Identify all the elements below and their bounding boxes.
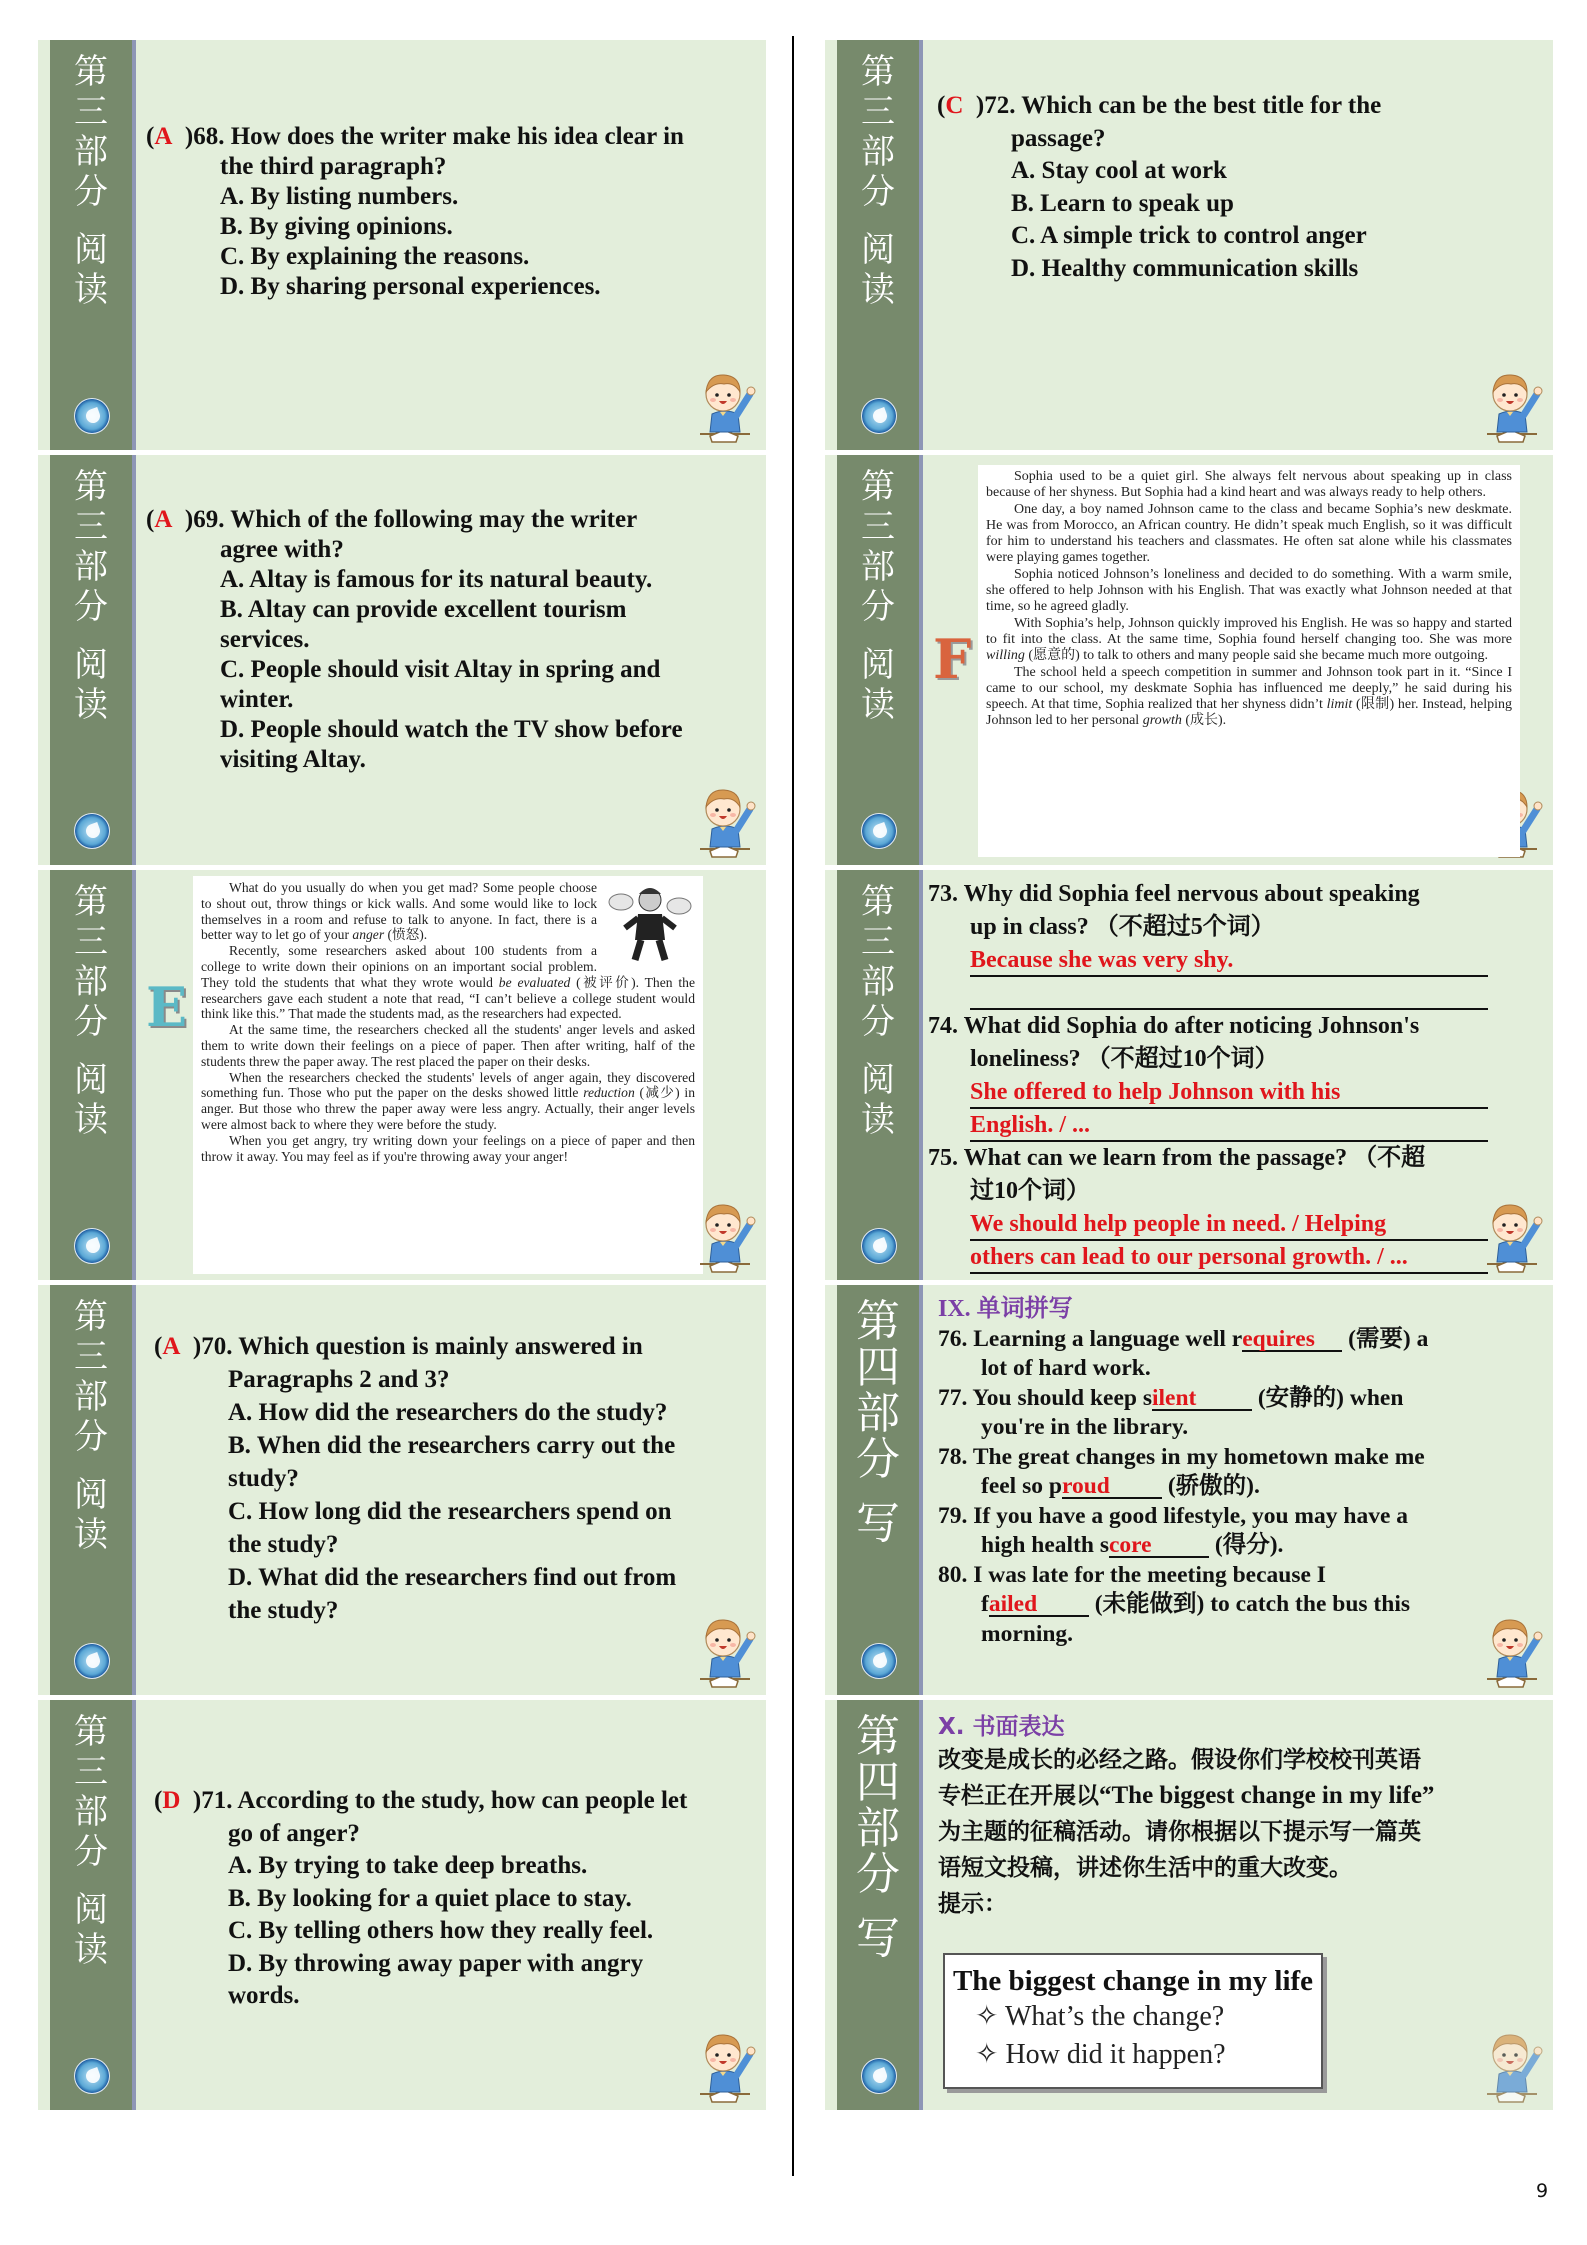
sidebar-line bbox=[132, 1285, 136, 1695]
option-c: C. How long did the researchers spend on bbox=[228, 1498, 672, 1525]
option-b: B. Learn to speak up bbox=[1011, 189, 1234, 217]
section-label-reading: 第 三 部 分 阅 读 bbox=[861, 52, 895, 310]
answer-73-line1: Because she was very shy. bbox=[970, 944, 1488, 977]
question-73: 73. Why did Sophia feel nervous about speaking bbox=[928, 881, 1420, 907]
answer-80: ailed bbox=[989, 1593, 1089, 1617]
item-77: 77. You should keep silent (安静的) when bbox=[938, 1384, 1404, 1411]
cartoon-boy-icon bbox=[692, 364, 758, 444]
column-divider bbox=[792, 36, 794, 2176]
section-label-reading: 第 三 部 分 阅 读 bbox=[861, 467, 895, 725]
open-questions: 73. Why did Sophia feel nervous about speaking up in class? （不超过5个词） Because she was very shy. 74. What did Sophia do after noticing Johnson's loneliness? （不超过10个词） She offered to help Johnson with his English. / ... 75. What can we learn from the passage? （不超 过10个词） We should help people in need. / Helping others can lead to our personal growth. / ... bbox=[928, 878, 1488, 1274]
slide-q73-75 bbox=[825, 870, 1553, 1280]
answer-79: core bbox=[1109, 1534, 1209, 1558]
answer-78: roud bbox=[1062, 1475, 1162, 1499]
section-label-reading: 第 三 部 分 阅 读 bbox=[74, 52, 108, 310]
section-label-writing: 第 四 部 分 写 bbox=[856, 1711, 900, 1964]
option-a: A. Altay is famous for its natural beauty. bbox=[220, 566, 653, 593]
option-c: C. By explaining the reasons. bbox=[220, 243, 530, 270]
option-c: C. A simple trick to control anger bbox=[1011, 222, 1367, 249]
option-b: B. By looking for a quiet place to stay. bbox=[228, 1884, 632, 1912]
sidebar-line bbox=[132, 1700, 136, 2110]
prompt-item: ✧ What’s the change? bbox=[975, 2001, 1225, 2032]
option-a: A. By listing numbers. bbox=[220, 183, 459, 210]
school-logo-icon bbox=[861, 398, 897, 434]
answer-75-line2: others can lead to our personal growth. / ... bbox=[970, 1241, 1488, 1274]
school-logo-icon bbox=[74, 2058, 110, 2094]
question-68: (A )68. How does the writer make his idea clear in the third paragraph? A. By listing numbers. B. By giving opinions. C. By explaining the reasons. D. By sharing personal experiences. bbox=[146, 123, 684, 300]
answer-76: equires bbox=[1242, 1328, 1342, 1352]
prompt-title: The biggest change in my life bbox=[952, 1965, 1314, 1997]
option-a: A. How did the researchers do the study? bbox=[228, 1399, 668, 1426]
section-label-writing: 第 四 部 分 写 bbox=[856, 1296, 900, 1549]
section-label-reading: 第 三 部 分 阅 读 bbox=[861, 882, 895, 1140]
school-logo-icon bbox=[861, 2058, 897, 2094]
answer-letter: A bbox=[154, 506, 173, 533]
writing-prompt-box bbox=[943, 1953, 1323, 2089]
slide-word-spelling bbox=[825, 1285, 1553, 1695]
question-75: 75. What can we learn from the passage? （不超 bbox=[928, 1145, 1426, 1171]
passage-f-text: Sophia used to be a quiet girl. She always felt nervous about speaking up in class because of her shyness. But Sophia had a kind heart and was always ready to help others. One day, a boy named Johnson came to the class and became Sophia’s new deskmate. He was from Morocco, an African country. He didn’t speak much English, so it was difficult for him to understand his teachers and classmates. He often sat alone while his classmates were playing games together. Sophia noticed Johnson’s loneliness and decided to do something. With a warm smile, she offered to help Johnson with his English. That was exactly what Johnson needed at that time, so he agreed gladly. With Sophia’s help, Johnson quickly improved his English. He was so happy and started to fit into the class. At the same time, Sophia found herself changing too. She was more willing (愿意的) to talk to others and many people said she became much more outgoing. The school held a speech competition in summer and Johnson took part in it. “Since I came to our school, my deskmate Sophia has influenced me deeply,” he said during his speech. At that time, Sophia realized that her shyness didn’t limit (限制) her. Instead, helping Johnson led to her personal growth (成长). bbox=[978, 465, 1520, 857]
question-74: 74. What did Sophia do after noticing Johnson's bbox=[928, 1013, 1420, 1039]
section-label-reading: 第 三 部 分 阅 读 bbox=[74, 882, 108, 1140]
angry-man-illustration bbox=[605, 880, 695, 966]
cartoon-boy-icon bbox=[692, 1609, 758, 1689]
slide-passage-e bbox=[38, 870, 766, 1280]
school-logo-icon bbox=[74, 1643, 110, 1679]
answer-73-line2 bbox=[970, 977, 1488, 1010]
sidebar-line bbox=[919, 1700, 923, 2110]
item-79: 79. If you have a good lifestyle, you may have a bbox=[938, 1502, 1408, 1529]
cartoon-boy-icon bbox=[692, 1194, 758, 1274]
writing-task: X. 书面表达 改变是成长的必经之路。假设你们学校校刊英语 专栏正在开展以“The biggest change in my life” 为主题的征稿活动。请你根据以下提示写一篇英 语短文投稿，讲述你生活中的重大改变。 提示： bbox=[938, 1712, 1528, 1922]
sidebar-line bbox=[132, 40, 136, 450]
option-b: B. Altay can provide excellent tourism bbox=[220, 596, 627, 623]
school-logo-icon bbox=[861, 1643, 897, 1679]
question-69: (A )69. Which of the following may the writer agree with? A. Altay is famous for its natural beauty. B. Altay can provide excellent tourism services. C. People should visit Altay in spring and winter. D. People should watch the TV show before visiting Altay. bbox=[146, 506, 683, 773]
sidebar-line bbox=[132, 455, 136, 865]
slide-q71 bbox=[38, 1700, 766, 2110]
option-b: B. By giving opinions. bbox=[220, 213, 453, 240]
option-c: C. By telling others how they really feel. bbox=[228, 1917, 654, 1944]
answer-74-line2: English. / ... bbox=[970, 1109, 1488, 1142]
slide-q69 bbox=[38, 455, 766, 865]
answer-74-line1: She offered to help Johnson with his bbox=[970, 1076, 1488, 1109]
question-71: (D )71. According to the study, how can people let go of anger? A. By trying to take deep breaths. B. By looking for a quiet place to stay. C. By telling others how they really feel. D. By throwing away paper with angry words. bbox=[154, 1787, 688, 2009]
sidebar-line bbox=[919, 455, 923, 865]
item-78: 78. The great changes in my hometown make me bbox=[938, 1443, 1425, 1470]
section-label-reading: 第 三 部 分 阅 读 bbox=[74, 1712, 108, 1970]
school-logo-icon bbox=[74, 1228, 110, 1264]
answer-75-line1: We should help people in need. / Helping bbox=[970, 1208, 1488, 1241]
slide-q68 bbox=[38, 40, 766, 450]
cartoon-boy-icon bbox=[692, 2024, 758, 2104]
cartoon-boy-icon bbox=[1479, 2024, 1545, 2104]
section-label-reading: 第 三 部 分 阅 读 bbox=[74, 1297, 108, 1555]
cartoon-boy-icon bbox=[1479, 1194, 1545, 1274]
school-logo-icon bbox=[74, 813, 110, 849]
item-80: 80. I was late for the meeting because I bbox=[938, 1561, 1326, 1588]
sidebar-line bbox=[919, 870, 923, 1280]
question-72: (C )72. Which can be the best title for the passage? A. Stay cool at work B. Learn to speak up C. A simple trick to control anger D. Healthy communication skills bbox=[937, 90, 1381, 285]
school-logo-icon bbox=[861, 1228, 897, 1264]
passage-letter-f: F bbox=[933, 627, 972, 691]
sidebar-line bbox=[132, 870, 136, 1280]
section-heading: IX. 单词拼写 bbox=[938, 1296, 1073, 1322]
section-label-reading: 第 三 部 分 阅 读 bbox=[74, 467, 108, 725]
passage-letter-e: E bbox=[146, 975, 188, 1039]
question-70: (A )70. Which question is mainly answered in Paragraphs 2 and 3? A. How did the researchers do the study? B. When did the researchers carry out the study? C. How long did the researchers spend on the study? D. What did the researchers find out from the study? bbox=[154, 1333, 677, 1624]
slide-passage-f bbox=[825, 455, 1553, 865]
option-c: C. People should visit Altay in spring and bbox=[220, 656, 661, 683]
slide-writing bbox=[825, 1700, 1553, 2110]
page-number: 9 bbox=[1536, 2180, 1549, 2202]
option-d: D. By sharing personal experiences. bbox=[220, 273, 601, 300]
option-d: D. Healthy communication skills bbox=[1011, 254, 1359, 282]
answer-letter: C bbox=[945, 92, 964, 119]
slide-q70 bbox=[38, 1285, 766, 1695]
passage-e-text: What do you usually do when you get mad? Some people choose to shout out, throw things or kick walls. And some would like to lock themselves in a room and refuse to talk to anyone. In fact, there is a better way to let go of your anger (愤怒). Recently, some researchers asked about 100 students from a college to write down their opinions on an important social problem. They told the students that what they wrote would be evaluated (被评价). Then the researchers gave each student a note that read, “I can’t believe a college student would think like this.” That made the students mad, as the researchers had expected. At the same time, the researchers checked all the students' anger levels and asked them to write down their feelings on a piece of paper. Then after writing, half of the students threw the paper away. The rest placed the paper on their desks. When the researchers checked the students' levels of anger again, they discovered something fun. Those who put the paper on the desks showed little reduction (减少) in anger. But those who threw the paper away were less angry. Actually, their anger levels were almost back to where they were before the study. When you get angry, try writing down your feelings on a piece of paper and then throw it away. You may feel as if you're throwing away your anger! bbox=[193, 876, 703, 1274]
answer-77: ilent bbox=[1152, 1387, 1252, 1411]
school-logo-icon bbox=[861, 813, 897, 849]
slide-q72 bbox=[825, 40, 1553, 450]
sidebar-line bbox=[919, 40, 923, 450]
option-b: B. When did the researchers carry out the bbox=[228, 1432, 676, 1459]
answer-letter: A bbox=[154, 123, 173, 150]
prompt-item: ✧ How did it happen? bbox=[975, 2039, 1226, 2070]
option-d: D. What did the researchers find out from bbox=[228, 1564, 677, 1591]
option-d: D. People should watch the TV show before bbox=[220, 716, 683, 743]
cartoon-boy-icon bbox=[692, 779, 758, 859]
cartoon-boy-icon bbox=[1479, 364, 1545, 444]
section-heading: X. 书面表达 bbox=[938, 1714, 1065, 1740]
item-76: 76. Learning a language well requires (需要) a bbox=[938, 1325, 1429, 1352]
school-logo-icon bbox=[74, 398, 110, 434]
answer-letter: D bbox=[162, 1787, 181, 1814]
option-a: A. By trying to take deep breaths. bbox=[228, 1852, 588, 1879]
answer-letter: A bbox=[162, 1333, 181, 1360]
option-d: D. By throwing away paper with angry bbox=[228, 1949, 644, 1977]
word-spelling: IX. 单词拼写 76. Learning a language well requires (需要) a lot of hard work. 77. You should keep silent (安静的) when you're in the library. 78. The great changes in my hometown make me feel so proud (骄傲的). 79. If you have a good lifestyle, you may have a high health score (得分). 80. I was late for the meeting because I failed (未能做到) to catch the bus this morning. bbox=[938, 1295, 1538, 1649]
sidebar-line bbox=[919, 1285, 923, 1695]
option-a: A. Stay cool at work bbox=[1011, 157, 1227, 184]
